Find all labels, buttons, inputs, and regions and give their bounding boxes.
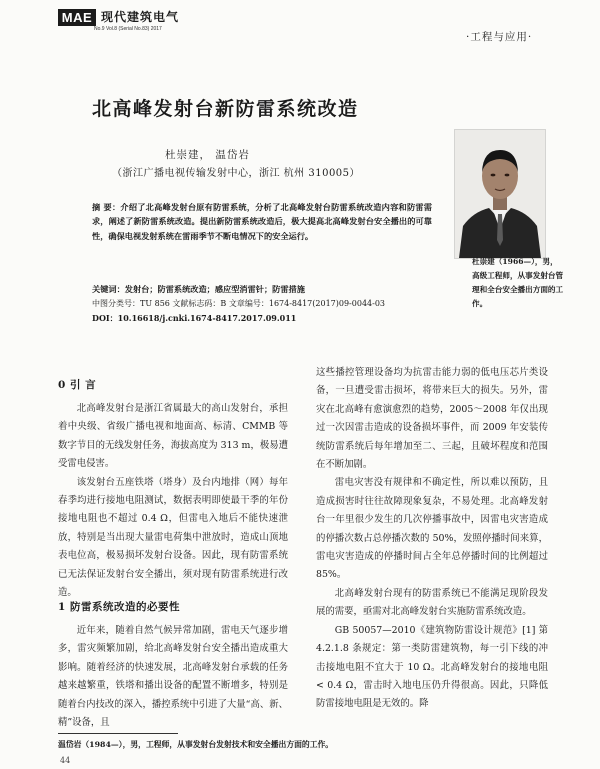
section-1-heading: 1 防雷系统改造的必要性 [58,601,180,613]
paragraph: 该发射台五座铁塔（塔身）及台内地排（网）每年春季均进行接地电阻测试，数据表明即使最干季的年份接地电阻也不超过 0.4 Ω，但雷电入地后不能快速泄放，特别是当出现大量雷电荷集中泄放时，造成山顶地表电位高，极易损坏发射台设备。因此，现有防雷系统已无法保证发射台安全播出，须对现有防雷系统进行改造。 [58,476,288,599]
doi-line: DOI：10.16618/j.cnki.1674-8417.2017.09.011 [92,313,297,323]
abstract-text: 介绍了北高峰发射台原有防雷系统，分析了北高峰发射台防雷系统改造内容和防雷需求，阐述了新防雷系统改造。提出新防雷系统改造后，极大提高北高峰发射台安全播出的可靠性，确保电视发射系统在雷雨季节不断电情况下的安全运行。 [92,202,432,241]
footnote-rule [58,733,178,734]
section-0-body [58,400,288,602]
issue-line: No.9 Vol.8 (Serial No.83) 2017 [94,26,162,32]
paragraph: 这些播控管理设备均为抗雷击能力弱的低电压芯片类设备，一旦遭受雷击损坏，将带来巨大的损失。另外，雷灾在北高峰有愈演愈烈的趋势，2005～2008 年仅出现过一次因雷击造成的设备损坏事件，而 2009 年安装传统防雷系统后每年增加至二、三起，且破坏程度和范围在不断加剧。 [316,367,548,471]
abstract-label: 摘 要： [92,202,121,212]
classification-line: 中图分类号：TU 856 文献标志码：B 文章编号：1674-8417(2017)09-0044-03 [92,299,386,308]
keywords [92,282,432,296]
journal-name: 现代建筑电气 [101,10,180,24]
journal-logo: MAE [58,9,96,26]
paragraph: 雷电灾害没有规律和不确定性，所以难以预防，且造成损害时往往故障现象复杂，不易处理。北高峰发射台一年里很少发生的几次停播事故中，因雷电灾害造成的停播次数占总停播次数的 50%，发照停播时间来算，雷电灾害造成的停播时间占全年总停播时间的比例超过 85%。 [316,477,548,581]
paragraph: 北高峰发射台是浙江省属最大的高山发射台，承担着中央级、省级广播电视和地面高、标清、CMMB 等数字节目的无线发射任务，海拔高度为 313 m，极易遭受雷电侵害。 [58,403,288,470]
paragraph: GB 50057—2010《建筑物防雷设计规范》[1] 第 4.2.1.8 条规定：第一类防雷建筑物，每一引下线的冲击接地电阻不宜大于 10 Ω。北高峰发射台的接地电阻 < 0.4 Ω，雷击时入地电压仍升得很高。因此，只降低防雷接地电阻是无效的。降 [316,624,548,710]
page-number: 44 [60,756,71,765]
paragraph: 北高峰发射台现有的防雷系统已不能满足现阶段发展的需要，亟需对北高峰发射台实施防雷系统改造。 [316,587,548,618]
author-photo-caption: 杜崇建（1966—），男，高级工程师，从事发射台管理和全台安全播出方面的工作。 [472,257,564,308]
author-portrait-icon [455,130,545,258]
keywords-label: 关键词： [92,284,125,294]
right-column-body [316,364,548,714]
footnote: 温岱岩（1984—），男，工程师，从事发射台发射技术和安全播出方面的工作。 [58,740,334,749]
abstract [92,200,432,243]
keywords-text: 发射台；防雷系统改造；感应型消雷针；防雷措施 [124,284,305,294]
author-affiliation: （浙江广播电视传输发射中心，浙江 杭州 310005） [112,168,361,179]
author-names: 杜崇建， 温岱岩 [165,149,250,161]
section-tag: ·工程与应用· [466,31,533,43]
section-1-body [58,622,288,732]
paragraph: 近年来，随着自然气候异常加剧，雷电天气逐步增多，雷灾频繁加剧，给北高峰发射台安全播出造成重大影响。随着经济的快速发展，北高峰发射台承载的任务越来越繁重，铁塔和播出设备的配置不断增多，特别是随着台内技改的深入，播控系统中引进了大量“高、新、精”设备，且 [58,625,288,729]
author-photo [454,129,546,259]
article-title: 北高峰发射台新防雷系统改造 [92,98,359,120]
section-0-heading: 0 引 言 [58,379,97,391]
